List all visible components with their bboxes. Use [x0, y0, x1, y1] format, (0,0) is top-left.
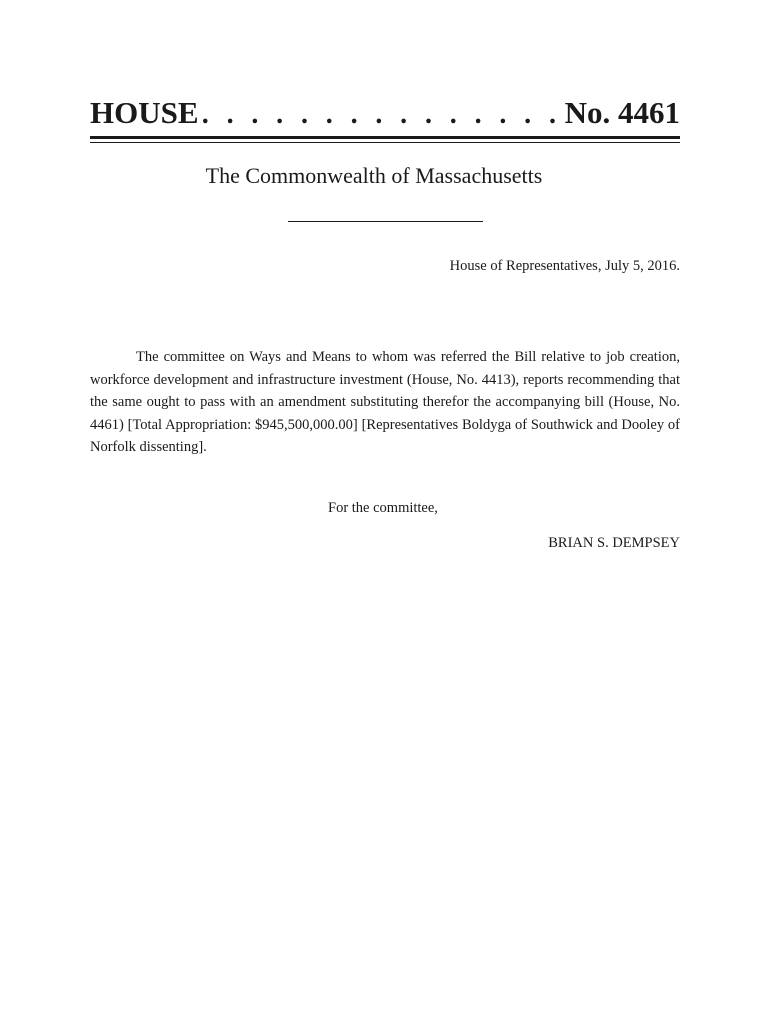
bill-number: No. 4461 [564, 95, 680, 130]
signatory-name: BRIAN S. DEMPSEY [548, 535, 680, 551]
leader-dots: . . . . . . . . . . . . . . . [201, 99, 562, 130]
bill-header [90, 92, 680, 134]
chamber-name: HOUSE [90, 95, 199, 130]
committee-report-paragraph: The committee on Ways and Means to whom was referred the Bill relative to job creation, workforce development and infrastructure investment (House, No. 4413), reports recommending that the same ought to pass with an amendment substituting therefor the accompanying bill (House, No. 4461) [Total Appropriation: $945,500,000.00] [Representatives Boldyga of Southwick and Dooley of Norfolk dissenting]. [90, 349, 680, 455]
title-divider [288, 221, 483, 222]
closing-line: For the committee, [328, 500, 438, 516]
header-rule-thin [90, 142, 680, 143]
dateline: House of Representatives, July 5, 2016. [449, 258, 680, 274]
header-rule-thick [90, 136, 680, 139]
commonwealth-title: The Commonwealth of Massachusetts [205, 163, 543, 188]
